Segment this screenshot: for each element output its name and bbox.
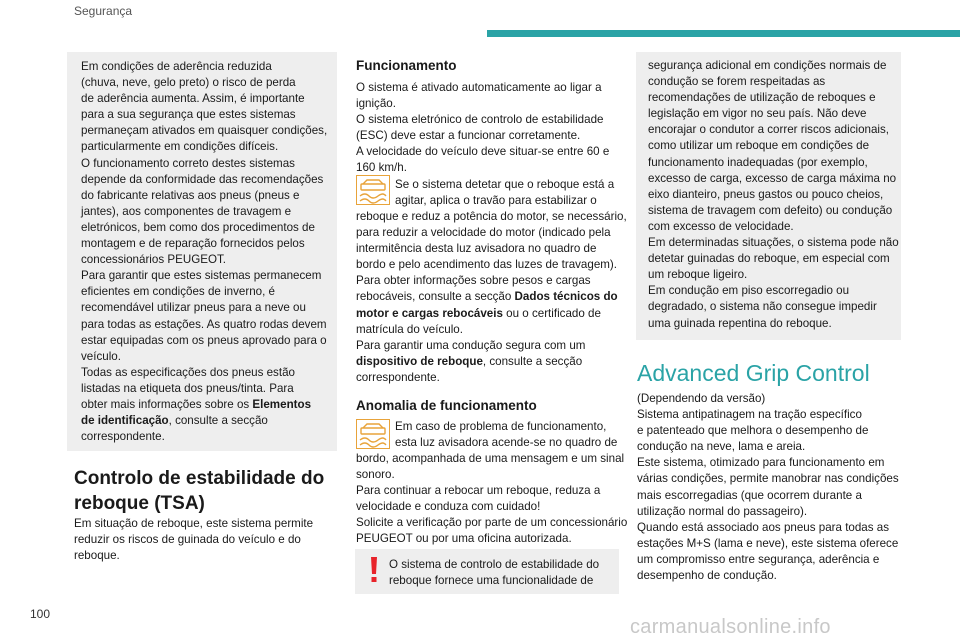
text-line: correspondente. <box>81 430 165 444</box>
text-line: reduzir os riscos de guinada do veículo e do <box>74 533 301 547</box>
text-line: montagem e de reparação fornecidos pelos <box>81 237 305 251</box>
tsa-paragraph <box>74 516 313 564</box>
subheading-anomalia: Anomalia de funcionamento <box>356 398 537 413</box>
text-line: veículo. <box>81 349 121 363</box>
warning-box-continued-text <box>648 58 899 332</box>
text-line: eixo dianteiro, pneus gastos ou pouco cheios, <box>648 187 884 201</box>
text-line: degradado, o sistema não consegue impedir <box>648 300 877 314</box>
text-line: depende da conformidade das recomendações <box>81 172 324 186</box>
text-line: agitar, aplica o travão para estabilizar o <box>395 194 597 208</box>
text-line: estações M+S (lama e neve), este sistema oferece <box>637 536 899 550</box>
text-run: , consulte a secção <box>482 354 583 368</box>
text-line: condução na neve, lama e areia. <box>637 440 806 454</box>
text-line: detetar guinadas do reboque, em especial com <box>648 252 890 266</box>
text-line: segurança adicional em condições normais de <box>648 59 887 72</box>
text-line: Para garantir uma condução segura com um <box>356 338 586 352</box>
text-line: listadas na etiqueta dos pneus/tinta. Para <box>81 381 294 395</box>
reference-link-text: Dados técnicos do <box>514 290 618 304</box>
text-line: ignição. <box>356 97 396 111</box>
reference-link-text: de identificação <box>81 414 169 428</box>
text-line: uma guinada repentina do reboque. <box>648 316 832 330</box>
section-title: Segurança <box>74 4 133 18</box>
text-line: matrícula do veículo. <box>356 322 463 336</box>
page-number: 100 <box>30 607 51 621</box>
text-line: excesso de carga, excesso de carga máxima no <box>648 171 897 185</box>
text-line: de aderência aumenta. Assim, é importante <box>81 92 305 106</box>
warning-exclamation-icon <box>369 556 379 584</box>
text-line: reboque. <box>74 549 120 563</box>
text-line: 160 km/h. <box>356 161 407 175</box>
text-run: ou o certificado de <box>502 306 601 320</box>
text-line: O funcionamento correto destes sistemas <box>81 156 295 170</box>
text-line: com excesso de velocidade. <box>648 219 794 233</box>
text-line: (chuva, neve, gelo preto) o risco de perda <box>81 76 296 90</box>
text-line: Este sistema, otimizado para funcionamento em <box>637 456 885 470</box>
text-line: Todas as especificações dos pneus estão <box>81 365 295 379</box>
text-line: velocidade e conduza com cuidado! <box>356 500 541 514</box>
text-line: eficientes em condições de inverno, é <box>81 285 275 299</box>
text-line: recomendações de utilização de reboques e <box>648 91 876 105</box>
text-line: condução se forem respeitadas as <box>648 75 826 89</box>
note-box-grip-text <box>81 59 327 445</box>
text-line: O sistema é ativado automaticamente ao ligar a <box>356 81 602 94</box>
text-line: permaneçam ativados em quaisquer condições, <box>81 124 328 138</box>
text-line: Quando está associado aos pneus para todas as <box>637 520 890 534</box>
section-heading-advanced-grip-control: Advanced Grip Control <box>637 360 870 386</box>
text-line: reboque fornece uma funcionalidade de <box>389 574 594 588</box>
text-run: , consulte a secção <box>168 414 268 428</box>
text-line: Em condições de aderência reduzida <box>81 60 272 73</box>
text-line: e patenteado que melhora o desempenho de <box>637 424 869 438</box>
reference-link-text: motor e cargas rebocáveis <box>356 306 503 320</box>
funcionamento-paragraph <box>356 80 609 177</box>
text-line: (Dependendo da versão) <box>637 392 766 405</box>
text-line: Solicite a verificação por parte de um concessionário <box>356 516 628 530</box>
trailer-stability-warning-icon <box>356 175 390 205</box>
text-line: um compromisso entre segurança, aderência e <box>637 552 880 566</box>
text-line: O sistema eletrónico de controlo de estabilidade <box>356 113 604 127</box>
text-line: Se o sistema detetar que o reboque está a <box>395 178 615 191</box>
text-line: concessionários PEUGEOT. <box>81 253 226 267</box>
text-line: O sistema de controlo de estabilidade do <box>389 558 600 571</box>
text-line <box>356 289 627 305</box>
text-line: intermitência desta luz avisadora no quadro de <box>356 242 597 256</box>
text-line: bordo e pelo acendimento das luzes de travagem). <box>356 258 618 272</box>
anomalia-icon-text <box>395 419 617 451</box>
funcionamento-icon-text <box>395 177 614 209</box>
text-line: sonoro. <box>356 468 395 482</box>
text-line: PEUGEOT ou por uma oficina autorizada. <box>356 532 572 546</box>
text-line: utilização normal do passageiro). <box>637 504 808 518</box>
text-line: jantes), aos componentes de travagem e <box>81 204 292 218</box>
text-line: Para obter informações sobre pesos e cargas <box>356 274 591 288</box>
text-line: eletrónicos, bem como dos procedimentos de <box>81 220 315 234</box>
text-line: Sistema antipatinagem na tração específico <box>637 408 862 422</box>
text-line: legislação em vigor no seu país. Não deve <box>648 107 867 121</box>
header-accent-bar <box>487 30 960 37</box>
text-line <box>81 413 327 429</box>
reference-link-text: dispositivo de reboque <box>356 354 483 368</box>
text-line: Para garantir que estes sistemas permanecem <box>81 269 322 283</box>
text-line: para todas as estações. As quatro rodas devem <box>81 317 327 331</box>
text-line: encorajar o condutor a correr riscos adicionais, <box>648 123 890 137</box>
text-line: (ESC) deve estar a funcionar corretamente. <box>356 129 581 143</box>
text-run: rebocáveis, consulte a secção <box>356 290 515 304</box>
text-line: Em situação de reboque, este sistema permite <box>74 517 314 530</box>
text-line <box>356 354 627 370</box>
section-heading-tsa <box>74 466 336 516</box>
text-line <box>356 306 627 322</box>
text-line: Para continuar a rebocar um reboque, reduza a <box>356 484 601 498</box>
trailer-stability-warning-icon <box>356 419 390 449</box>
text-line: várias condições, permite manobrar nas condições <box>637 472 899 486</box>
text-line: sistema de travagem com defeito) ou condução <box>648 203 893 217</box>
text-line: A velocidade do veículo deve situar-se entre 60 e <box>356 145 610 159</box>
heading-line: Controlo de estabilidade do <box>74 468 325 489</box>
funcionamento-paragraph-2 <box>356 209 627 386</box>
agc-paragraph <box>637 391 899 584</box>
text-line: recomendável utilizar pneus para a neve ou <box>81 301 306 315</box>
text-line: funcionamento inadequadas (por exemplo, <box>648 155 868 169</box>
text-line: do fabricante relativas aos pneus (pneus e <box>81 188 300 202</box>
text-line: correspondente. <box>356 370 440 384</box>
text-line: para reduzir a velocidade do motor (indicado pela <box>356 226 611 240</box>
heading-line: reboque (TSA) <box>74 493 205 514</box>
text-line: como utilizar um reboque em condições de <box>648 139 870 153</box>
text-line: bordo, acompanhada de uma mensagem e um sinal <box>356 452 625 465</box>
text-line: Em condução em piso escorregadio ou <box>648 284 850 298</box>
text-line: Em determinadas situações, o sistema pode não <box>648 236 899 250</box>
text-line <box>81 397 327 413</box>
watermark: carmanualsonline.info <box>630 616 831 638</box>
text-line: esta luz avisadora acende-se no quadro de <box>395 436 618 450</box>
anomalia-paragraph <box>356 451 627 548</box>
text-line: um reboque ligeiro. <box>648 268 748 282</box>
text-line: estar equipadas com os pneus aprovado para o <box>81 333 327 347</box>
text-run: obter mais informações sobre os <box>81 397 253 411</box>
text-line: mais escorregadias (que ocorrem durante a <box>637 488 862 502</box>
text-line: Em caso de problema de funcionamento, <box>395 420 607 433</box>
text-line: reboque e reduz a potência do motor, se necessário, <box>356 210 627 223</box>
text-line: desempenho de condução. <box>637 569 777 583</box>
text-line: para a sua segurança que estes sistemas <box>81 108 296 122</box>
text-line: particularmente em condições difíceis. <box>81 140 279 154</box>
subheading-funcionamento: Funcionamento <box>356 58 457 73</box>
warning-box-text <box>389 557 599 589</box>
reference-link-text: Elementos <box>252 397 312 411</box>
